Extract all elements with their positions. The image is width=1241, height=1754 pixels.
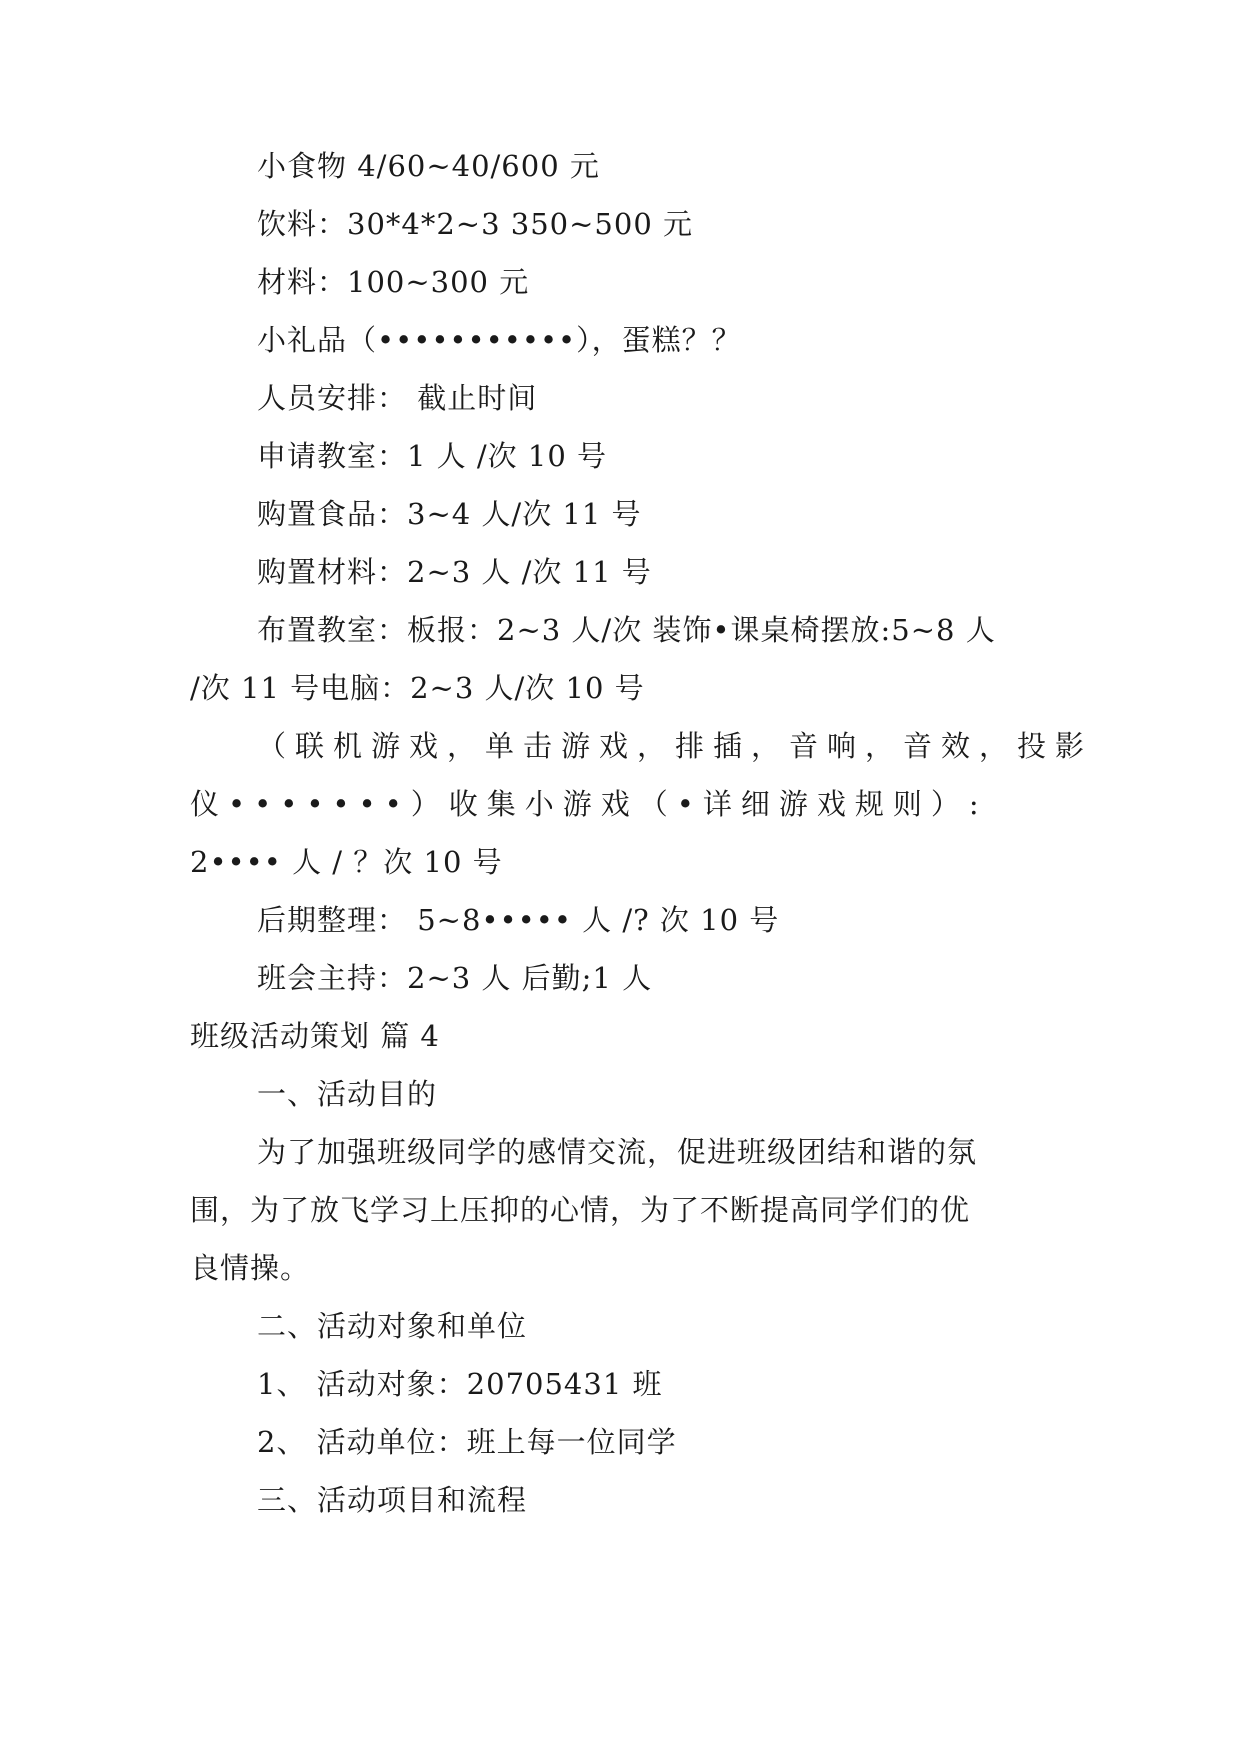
text-line: 小食物 4/60~40/600 元	[257, 149, 600, 183]
text-line: 小礼品（•••••••••••），蛋糕？？	[257, 323, 742, 357]
text-line: 后期整理： 5~8••••• 人 /? 次 10 号	[257, 903, 780, 937]
text-line: 布置教室：板报：2~3 人/次 装饰•课桌椅摆放:5~8 人	[257, 613, 996, 647]
paragraph-line: 为了加强班级同学的感情交流，促进班级团结和谐的氛	[257, 1135, 978, 1169]
subheading: 三、活动项目和流程	[257, 1483, 528, 1517]
text-line: 购置材料：2~3 人 /次 11 号	[257, 555, 652, 589]
text-line: 申请教室：1 人 /次 10 号	[257, 439, 607, 473]
text-line: 材料：100~300 元	[257, 265, 530, 299]
text-line: 饮料：30*4*2~3 350~500 元	[257, 207, 693, 241]
text-line: 购置食品：3~4 人/次 11 号	[257, 497, 642, 531]
paragraph-line: 围，为了放飞学习上压抑的心情，为了不断提高同学们的优	[190, 1193, 971, 1227]
text-line: 2•••• 人 / ？次 10 号	[190, 845, 503, 879]
text-line: 仪•••••••）收集小游戏（•详细游戏规则）:	[190, 787, 988, 821]
paragraph-line: 良情操。	[190, 1251, 311, 1285]
list-item: 2、 活动单位：班上每一位同学	[257, 1425, 677, 1459]
subheading: 一、活动目的	[257, 1077, 438, 1111]
section-heading: 班级活动策划 篇 4	[190, 1019, 440, 1053]
text-line: /次 11 号电脑：2~3 人/次 10 号	[190, 671, 645, 705]
subheading: 二、活动对象和单位	[257, 1309, 528, 1343]
text-line: 人员安排： 截止时间	[257, 381, 538, 415]
list-item: 1、 活动对象：20705431 班	[257, 1367, 663, 1401]
text-line: 班会主持：2~3 人 后勤;1 人	[257, 961, 653, 995]
text-line: （联机游戏，单击游戏，排插，音响，音效，投影	[257, 729, 1094, 763]
